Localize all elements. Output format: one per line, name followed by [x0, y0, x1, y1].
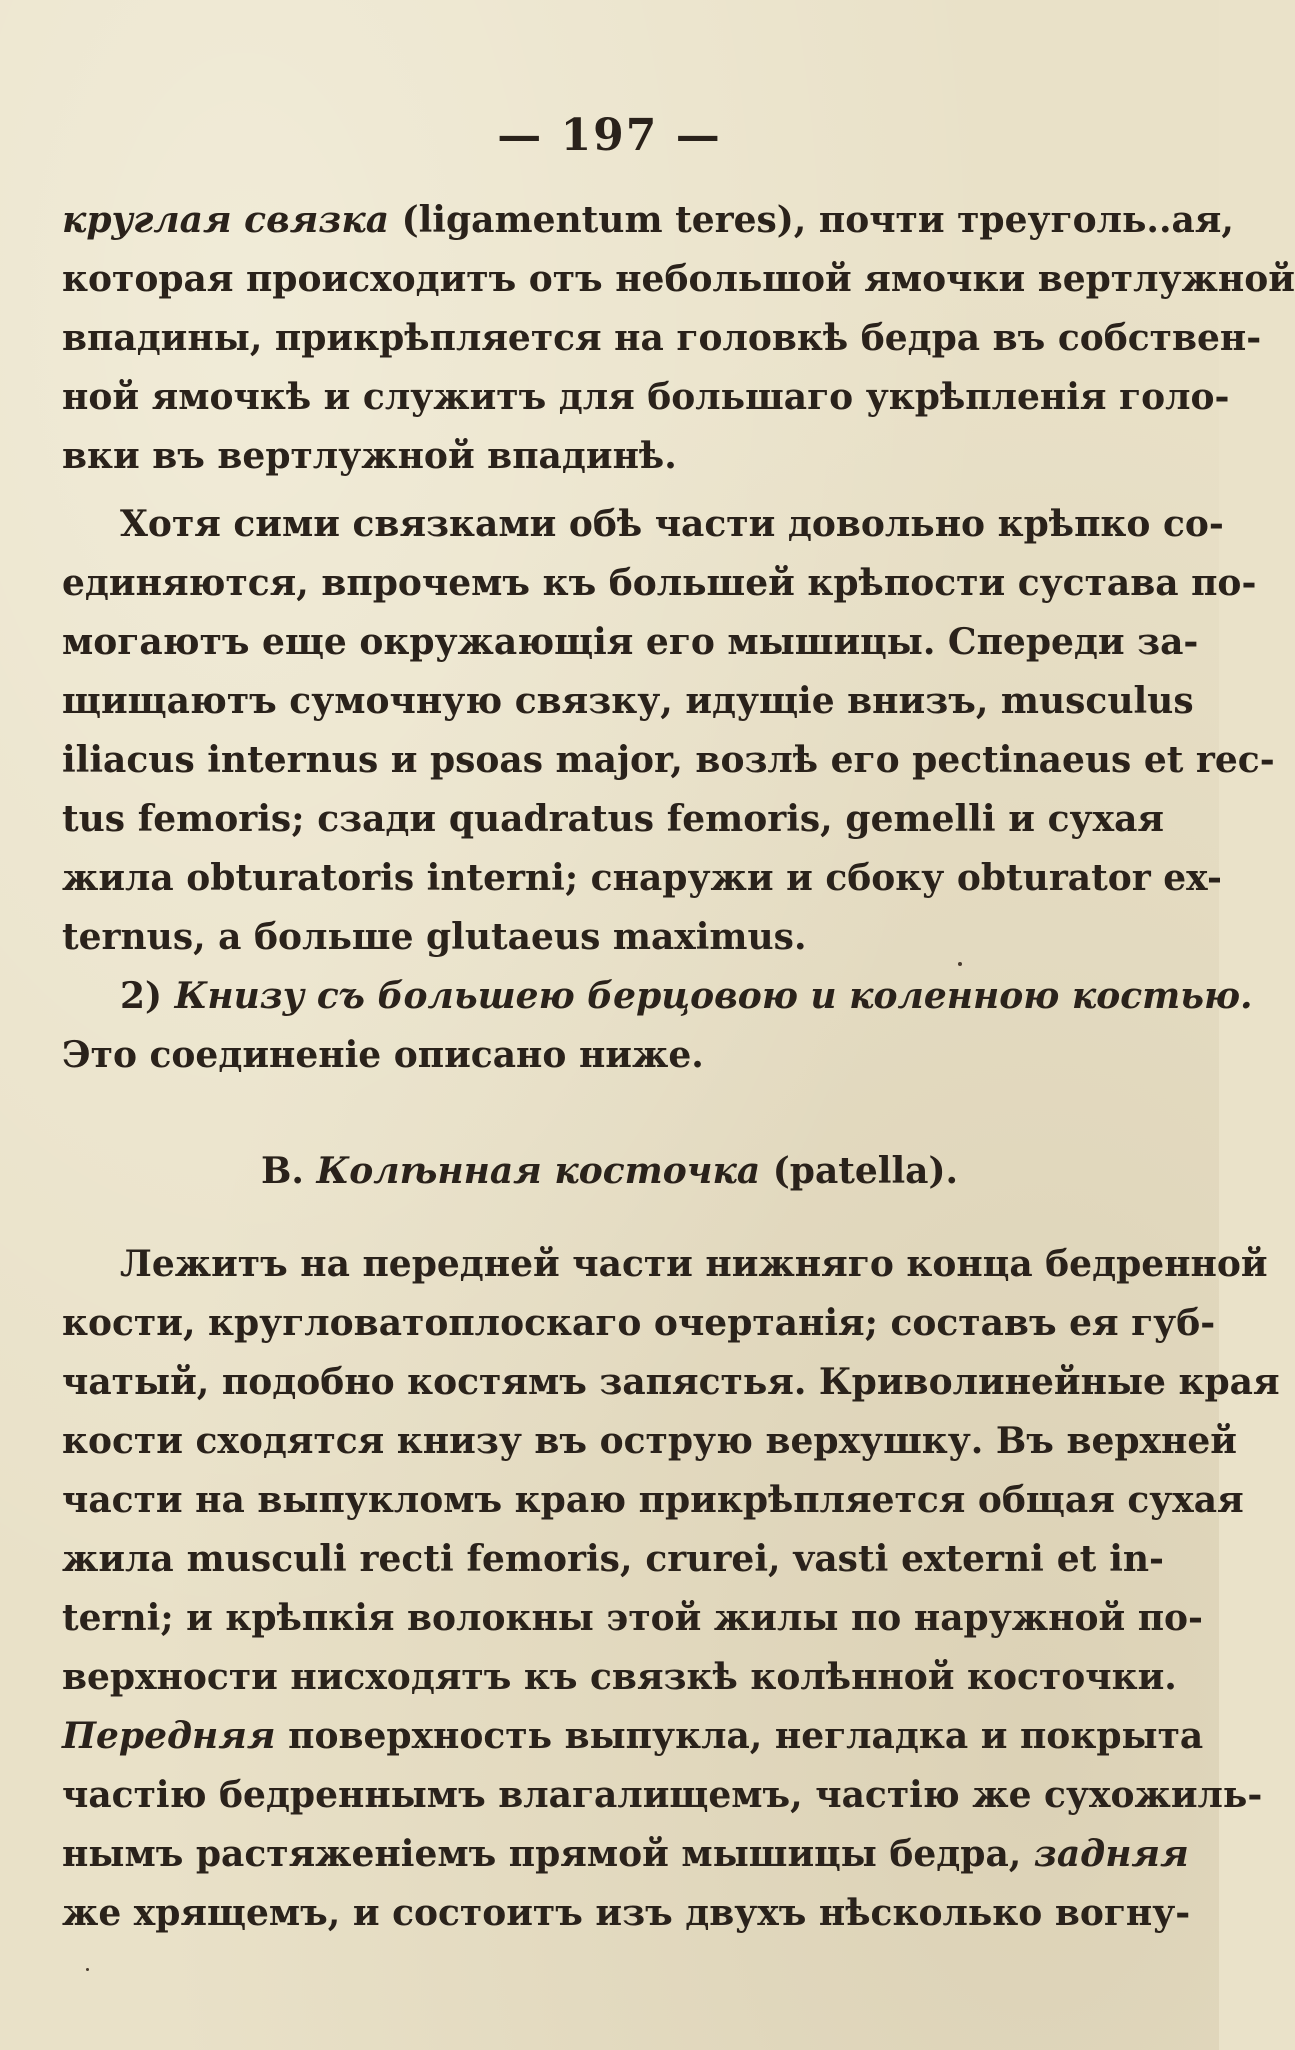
text-line: же хрящемъ, и состоитъ изъ двухъ нѣсколько вогну- [62, 1892, 1191, 1934]
text-line: вки въ вертлужной впадинѣ. [62, 435, 677, 477]
text-line: могаютъ еще окружающія его мышицы. Спереди за- [62, 621, 1199, 663]
text-line: Лежитъ на передней части нижняго конца бедренной [120, 1243, 1268, 1285]
text-line [62, 1825, 1189, 1884]
text-line: щищаютъ сумочную связку, идущіе внизъ, musculus [62, 680, 1194, 722]
text-line: жила musculi recti femoris, crurei, vasti externi et in- [62, 1538, 1164, 1580]
text-line: кости, кругловатоплоскаго очертанія; составъ ея губ- [62, 1302, 1216, 1344]
paper-speck [86, 1968, 89, 1971]
text-line: верхности нисходятъ къ связкѣ колѣнной косточки. [62, 1656, 1177, 1698]
heading-title: Колѣнная косточка [316, 1150, 761, 1192]
text-line: жила obturatoris interni; снаружи и сбоку obturator ex- [62, 857, 1222, 899]
text-line [62, 967, 1253, 1026]
paragraph-patella [62, 1235, 1280, 1943]
line-text: поверхность выпукла, негладка и покрыта [275, 1715, 1204, 1757]
section-heading [0, 1142, 1219, 1201]
text-line: ной ямочкѣ и служитъ для большаго укрѣпленія голо- [62, 376, 1230, 418]
text-line: terni; и крѣпкія волокны этой жилы по наружной по- [62, 1597, 1203, 1639]
italic-term: задняя [1033, 1833, 1189, 1875]
italic-term: Передняя [62, 1715, 276, 1757]
text-line [62, 191, 1234, 250]
italic-subheading: Книзу съ большею берцовою и коленною костью. [174, 975, 1253, 1017]
text-line: iliacus internus и psoas major, возлѣ его pectinaeus et rec- [62, 739, 1275, 781]
text-line: впадины, прикрѣпляется на головкѣ бедра въ собствен- [62, 317, 1262, 359]
text-line: которая происходитъ отъ небольшой ямочки вертлужной [62, 258, 1295, 300]
paragraph-muscles [62, 495, 1275, 1085]
text-line: кости сходятся книзу въ острую верхушку. Въ верхней [62, 1420, 1237, 1462]
italic-term: круглая связка [62, 199, 390, 241]
line-text: нымъ растяженіемъ прямой мышицы бедра, [62, 1833, 1034, 1875]
heading-latin: (patella). [772, 1150, 959, 1192]
paper-speck [958, 962, 962, 966]
text-line: части на выпукломъ краю прикрѣпляется общая сухая [62, 1479, 1244, 1521]
paragraph-ligamentum-teres [62, 191, 1295, 486]
text-line [62, 1707, 1204, 1766]
page-number: — 197 — [497, 110, 722, 161]
text-line: чатый, подобно костямъ запястья. Криволинейные края [62, 1361, 1280, 1403]
text-line: частію бедреннымъ влагалищемъ, частію же сухожиль- [62, 1774, 1263, 1816]
line-text: (ligamentum teres), почти треуголь..ая, [389, 199, 1234, 241]
item-number: 2) [120, 975, 163, 1017]
text-line: единяются, впрочемъ къ большей крѣпости сустава по- [62, 562, 1257, 604]
heading-letter: B. [260, 1150, 304, 1192]
text-line: Это соединеніе описано ниже. [62, 1034, 704, 1076]
text-line: ternus, а больше glutaeus maximus. [62, 916, 807, 958]
text-line: tus femoris; сзади quadratus femoris, gemelli и сухая [62, 798, 1164, 840]
text-line: Хотя сими связками обѣ части довольно крѣпко со- [120, 503, 1224, 545]
